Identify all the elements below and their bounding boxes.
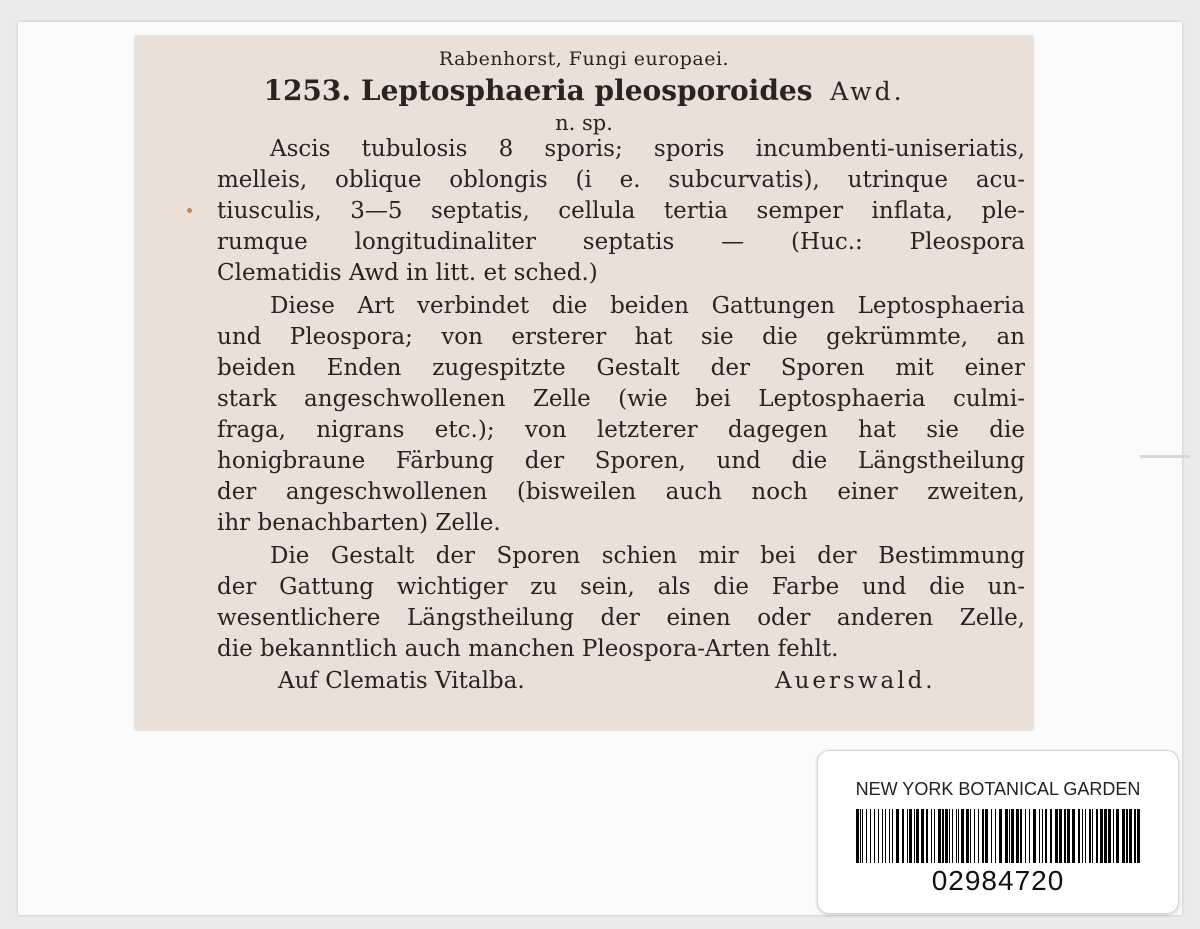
barcode-bar (874, 809, 875, 863)
barcode-bar (896, 809, 899, 863)
paragraph-line: fraga, nigrans etc.); von letzterer dagegen hat sie die (217, 417, 1025, 443)
barcode-bar (934, 809, 935, 863)
barcode-bar (921, 809, 924, 863)
barcode-bar (892, 809, 893, 863)
paragraph-line: der angeschwollenen (bisweilen auch noch einer zweiten, (217, 479, 1025, 505)
paper-speck (187, 208, 192, 213)
sheet-fold (1140, 455, 1190, 458)
institution-name: NEW YORK BOTANICAL GARDEN (855, 779, 1141, 799)
barcode-bar (1100, 809, 1103, 863)
barcode-bar (1082, 809, 1083, 863)
barcode-bar (958, 809, 959, 863)
barcode-bar (1085, 809, 1086, 863)
barcode-bar (995, 809, 996, 863)
barcode-bar (1055, 809, 1058, 863)
barcode-bar (1096, 809, 1098, 863)
exsiccata-series: Rabenhorst, Fungi europaei. (438, 48, 730, 70)
barcode-bar (1092, 809, 1093, 863)
barcode-bar (1129, 809, 1132, 863)
barcode-bar (1033, 809, 1036, 863)
barcode-bar (862, 809, 863, 863)
barcode-bar (1108, 809, 1111, 863)
barcode-bar (949, 809, 950, 863)
substrate-text: Auf Clematis Vitalba. (278, 668, 525, 694)
barcode-bar (1039, 809, 1040, 863)
barcode-bar (856, 809, 859, 863)
barcode-bar (889, 809, 890, 863)
barcode-bar (945, 809, 948, 863)
barcode-bar (1126, 809, 1128, 863)
barcode-bar (882, 809, 883, 863)
barcode-bar (1045, 809, 1047, 863)
barcode-bar (931, 809, 932, 863)
barcode-bar (1078, 809, 1080, 863)
barcode-bar (938, 809, 941, 863)
barcode-bar (1050, 809, 1052, 863)
paragraph-line: und Pleospora; von ersterer hat sie die gekrümmte, an (217, 324, 1025, 350)
barcode-icon (856, 809, 1140, 863)
paragraph-line: Diese Art verbindet die beiden Gattungen Leptosphaeria (270, 293, 1025, 319)
exsiccata-number: 1253. (263, 74, 352, 107)
barcode-bar (1016, 809, 1019, 863)
barcode-bar (1011, 809, 1014, 863)
barcode-bar (1042, 809, 1043, 863)
barcode-bar (982, 809, 984, 863)
paragraph-line: honigbraune Färbung der Sporen, und die Längstheilung (217, 448, 1025, 474)
barcode-bar (985, 809, 988, 863)
catalog-number: 02984720 (931, 865, 1065, 896)
barcode-bar (1020, 809, 1022, 863)
description-line: Clematidis Awd in litt. et sched.) (217, 260, 598, 286)
barcode-bar (878, 809, 879, 863)
barcode-bar (1064, 809, 1066, 863)
description-line: Ascis tubulosis 8 sporis; sporis incumbenti-uniseriatis, (270, 136, 1025, 162)
barcode-bar (1025, 809, 1026, 863)
taxon-author: Awd. (830, 77, 905, 106)
barcode-bar (916, 809, 919, 863)
description-line: tiusculis, 3—5 septatis, cellula tertia semper inflata, ple- (217, 198, 1025, 224)
taxon-name: Leptosphaeria pleosporoides (360, 74, 813, 107)
collector-name: Auerswald. (775, 668, 936, 694)
barcode-bar (974, 809, 975, 863)
taxon-title (135, 74, 1033, 107)
barcode-bar (961, 809, 964, 863)
barcode-bar (952, 809, 953, 863)
barcode-bar (1134, 809, 1136, 863)
barcode-label (817, 750, 1179, 914)
barcode-bar (1009, 809, 1010, 863)
barcode-bar (1072, 809, 1075, 863)
barcode-bar (860, 809, 861, 863)
barcode-bar (1067, 809, 1070, 863)
barcode-bar (999, 809, 1002, 863)
barcode-bar (978, 809, 979, 863)
novelty-note: n. sp. (555, 111, 613, 135)
barcode-bar (1116, 809, 1119, 863)
paragraph-line: die bekanntlich auch manchen Pleospora-Arten fehlt. (217, 636, 839, 662)
barcode-bar (1005, 809, 1008, 863)
barcode-bar (926, 809, 928, 863)
barcode-bar (966, 809, 969, 863)
barcode-bar (1113, 809, 1114, 863)
barcode-bar (942, 809, 944, 863)
barcode-bar (956, 809, 957, 863)
description-line: rumque longitudinaliter septatis — (Huc.: Pleospora (217, 229, 1025, 255)
barcode-bar (1059, 809, 1062, 863)
paragraph-line: wesentlichere Längstheilung der einen oder anderen Zelle, (217, 605, 1025, 631)
paragraph-line: ihr benachbarten) Zelle. (217, 510, 501, 536)
barcode-bar (866, 809, 867, 863)
barcode-bar (870, 809, 871, 863)
barcode-bar (1104, 809, 1107, 863)
barcode-bar (1122, 809, 1125, 863)
paragraph-line: Die Gestalt der Sporen schien mir bei der Bestimmung (270, 543, 1025, 569)
barcode-bar (914, 809, 915, 863)
paragraph-line: beiden Enden zugespitzte Gestalt der Sporen mit einer (217, 355, 1025, 381)
paragraph-line: stark angeschwollenen Zelle (wie bei Leptosphaeria culmi- (217, 386, 1025, 412)
barcode-bar (909, 809, 912, 863)
description-line: melleis, oblique oblongis (i e. subcurvatis), utrinque acu- (217, 167, 1025, 193)
barcode-bar (991, 809, 992, 863)
barcode-bar (902, 809, 904, 863)
barcode-bar (907, 809, 908, 863)
barcode-bar (1137, 809, 1140, 863)
specimen-label (135, 36, 1033, 730)
barcode-bar (1029, 809, 1030, 863)
barcode-bar (885, 809, 886, 863)
barcode-bar (1089, 809, 1091, 863)
barcode-bar (970, 809, 971, 863)
paragraph-line: der Gattung wichtiger zu sein, als die Farbe und die un- (217, 574, 1025, 600)
